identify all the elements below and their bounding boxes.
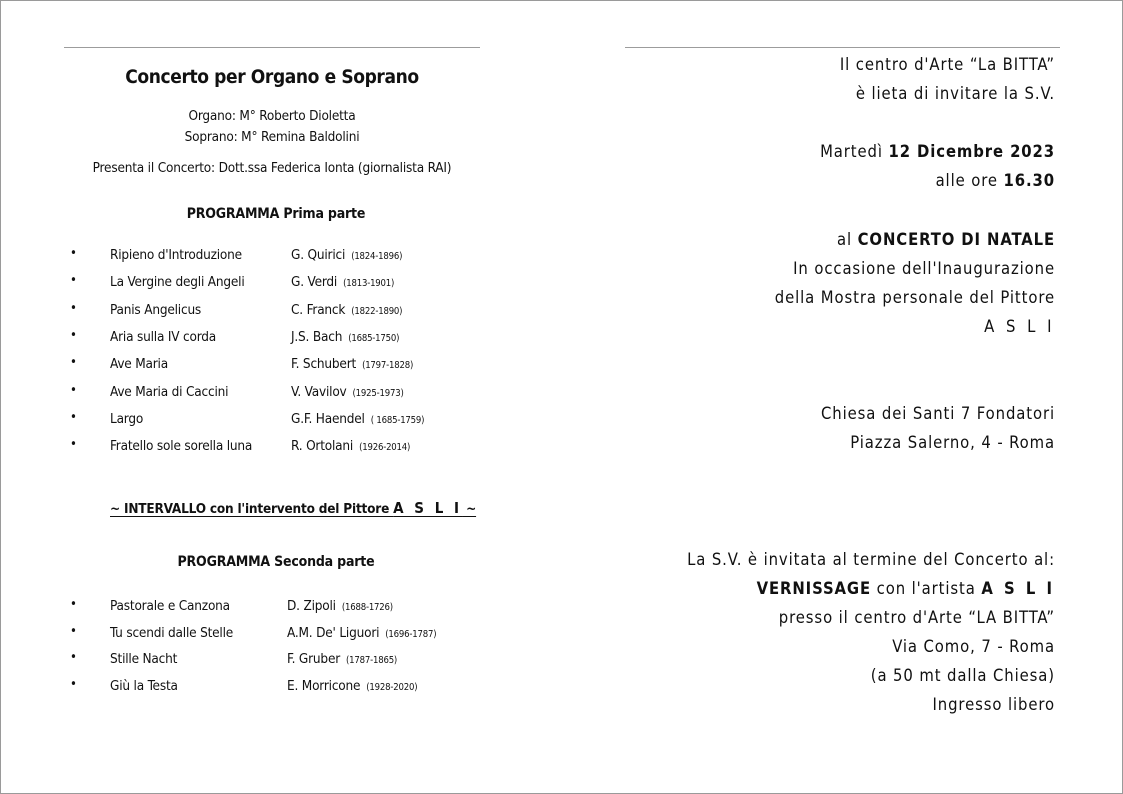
program-item <box>64 302 484 322</box>
piece-title: Stille Nacht <box>110 651 178 667</box>
concert-line <box>585 230 1055 249</box>
time-value: 16.30 <box>1003 171 1055 190</box>
bullet-icon: • <box>70 382 77 398</box>
after-line-6: Ingresso libero <box>932 695 1055 714</box>
composer-years: (1797-1828) <box>362 360 414 372</box>
composer-name: R. Ortolani <box>291 438 354 455</box>
composer-name: D. Zipoli <box>287 598 336 614</box>
vernissage-line <box>585 579 1055 598</box>
bullet-icon: • <box>70 597 77 612</box>
painter-name: A S L I <box>984 317 1055 336</box>
part1-heading: PROGRAMMA Prima parte <box>186 206 366 222</box>
piece-title: Ave Maria di Caccini <box>110 383 229 400</box>
composer-name: J.S. Bach <box>291 328 343 345</box>
occasion-line-1: In occasione dell'Inaugurazione <box>793 259 1055 278</box>
program-item <box>64 438 484 458</box>
composer-name: F. Schubert <box>291 356 357 373</box>
venue-line-1: Chiesa dei Santi 7 Fondatori <box>820 404 1055 423</box>
bullet-icon: • <box>70 409 77 425</box>
interval-text: ~ INTERVALLO con l'intervento del Pittore <box>110 501 394 517</box>
program-item <box>64 274 484 294</box>
invite-line-1: Il centro d'Arte “La BITTA” <box>839 55 1055 74</box>
date-prefix: Martedì <box>820 142 889 161</box>
composer <box>287 651 397 667</box>
bullet-icon: • <box>70 676 77 692</box>
vernissage-artist: A S L I <box>981 579 1055 598</box>
soprano-line: Soprano: M° Remina Baldolini <box>184 129 360 145</box>
composer <box>291 302 402 318</box>
date-line <box>585 142 1055 161</box>
piece-title: Largo <box>110 410 144 427</box>
after-line-5: (a 50 mt dalla Chiesa) <box>870 666 1055 685</box>
bullet-icon: • <box>70 623 77 639</box>
program-item <box>64 411 484 431</box>
bullet-icon: • <box>70 355 77 371</box>
piece-title: Ripieno d'Introduzione <box>110 247 242 263</box>
piece-title: Ave Maria <box>110 356 168 373</box>
bullet-icon: • <box>70 437 77 453</box>
composer-years: (1696-1787) <box>385 628 437 640</box>
composer-name: G.F. Haendel <box>291 410 365 427</box>
piece-title: Tu scendi dalle Stelle <box>110 624 234 641</box>
concert-title: Concerto per Organo e Soprano <box>125 66 419 88</box>
composer-years: (1813-1901) <box>343 278 395 290</box>
composer-name: C. Franck <box>291 301 346 318</box>
interval-line <box>110 499 476 517</box>
piece-title: Aria sulla IV corda <box>110 328 216 345</box>
composer <box>291 384 404 400</box>
left-top-rule <box>64 47 480 48</box>
composer-name: G. Quirici <box>291 247 346 263</box>
composer-years: (1925-1973) <box>352 387 404 399</box>
piece-title: Giù la Testa <box>110 677 178 694</box>
program-item <box>64 678 484 698</box>
composer-name: E. Morricone <box>287 677 361 694</box>
composer <box>291 438 410 454</box>
bullet-icon: • <box>70 246 77 261</box>
presenter-line: Presenta il Concerto: Dott.ssa Federica Ionta (giornalista RAI) <box>92 160 452 176</box>
program-item <box>64 598 484 618</box>
composer-name: G. Verdi <box>291 274 338 291</box>
concert-name: CONCERTO DI NATALE <box>857 230 1055 249</box>
time-line <box>585 171 1055 190</box>
after-line-3: presso il centro d'Arte “LA BITTA” <box>778 608 1055 627</box>
program-item <box>64 329 484 349</box>
composer <box>291 329 399 345</box>
invite-line-2: è lieta di invitare la S.V. <box>855 84 1055 103</box>
composer-years: (1822-1890) <box>351 305 403 317</box>
composer <box>291 247 402 263</box>
bullet-icon: • <box>70 273 77 289</box>
composer <box>291 411 424 427</box>
right-top-rule <box>625 47 1060 48</box>
part2-heading: PROGRAMMA Seconda parte <box>177 554 375 570</box>
bullet-icon: • <box>70 300 77 316</box>
piece-title: Fratello sole sorella luna <box>110 438 253 455</box>
piece-title: La Vergine degli Angeli <box>110 274 245 291</box>
bullet-icon: • <box>70 327 77 343</box>
piece-title: Panis Angelicus <box>110 301 202 318</box>
program-item <box>64 651 484 671</box>
program-item <box>64 247 484 267</box>
organist-line: Organo: M° Roberto Dioletta <box>188 108 356 124</box>
after-line-4: Via Como, 7 - Roma <box>892 637 1055 656</box>
composer-name: V. Vavilov <box>291 383 347 400</box>
composer-years: (1928-2020) <box>366 681 418 693</box>
composer-years: ( 1685-1759) <box>370 414 425 426</box>
date-value: 12 Dicembre 2023 <box>888 142 1055 161</box>
program-item <box>64 625 484 645</box>
time-prefix: alle ore <box>935 171 1004 190</box>
composer-years: (1824-1896) <box>351 251 403 262</box>
composer <box>287 678 417 694</box>
concert-prefix: al <box>837 230 858 249</box>
composer-years: (1926-2014) <box>359 442 411 454</box>
vernissage-middle: con l'artista <box>871 579 982 598</box>
program-item <box>64 356 484 376</box>
occasion-line-2: della Mostra personale del Pittore <box>774 288 1055 307</box>
composer-years: (1685-1750) <box>348 332 400 344</box>
piece-title: Pastorale e Canzona <box>110 598 230 614</box>
composer-years: (1688-1726) <box>341 602 393 613</box>
composer-years: (1787-1865) <box>346 655 398 666</box>
composer <box>291 356 413 372</box>
composer <box>287 598 393 614</box>
venue-line-2: Piazza Salerno, 4 - Roma <box>850 433 1055 452</box>
composer-name: F. Gruber <box>287 651 341 667</box>
vernissage-label: VERNISSAGE <box>756 579 872 598</box>
interval-tilde: ~ <box>462 501 477 517</box>
composer <box>287 625 436 641</box>
program-item <box>64 384 484 404</box>
after-line-1: La S.V. è invitata al termine del Concerto al: <box>687 550 1055 569</box>
interval-artist: A S L I <box>393 499 463 517</box>
composer <box>291 274 394 290</box>
composer-name: A.M. De' Liguori <box>287 624 380 641</box>
bullet-icon: • <box>70 650 77 665</box>
